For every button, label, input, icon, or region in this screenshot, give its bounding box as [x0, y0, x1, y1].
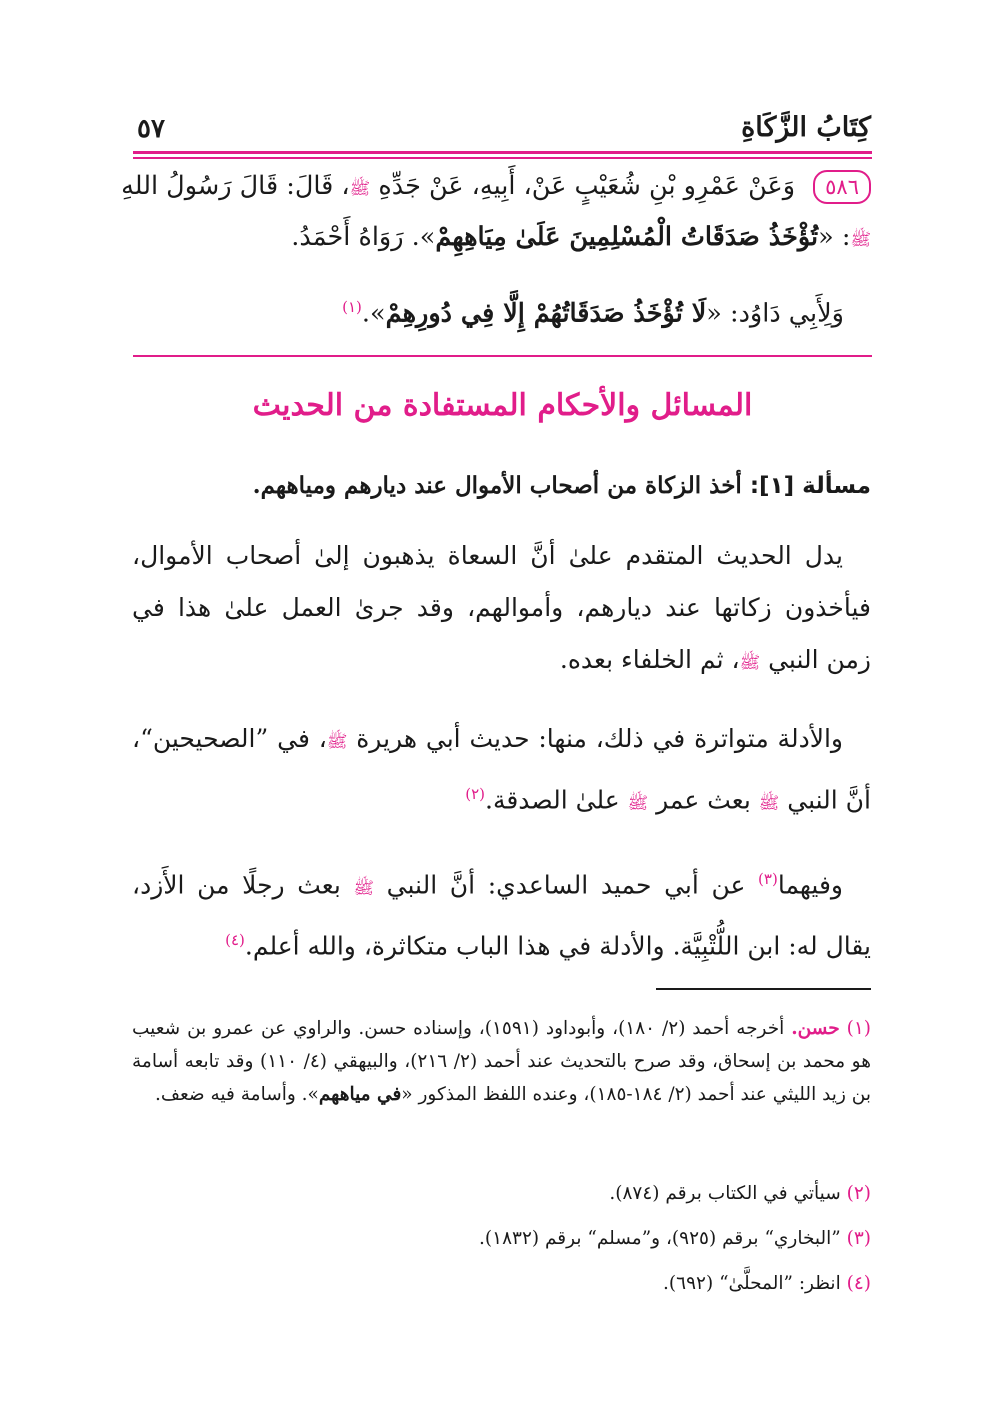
paragraph-text: ، ثم الخلفاء بعده.: [559, 645, 740, 674]
header-rule-top: [133, 151, 872, 154]
paragraph-text: ، في ”الصحيحين“، أنَّ النبي: [132, 724, 871, 815]
footnote-ref: (١): [342, 298, 362, 316]
paragraph-text: وفيهما: [777, 870, 843, 900]
footnote-number: (٢): [846, 1183, 871, 1204]
issue-text: أخذ الزكاة من أصحاب الأموال عند ديارهم ومياههم.: [252, 472, 742, 499]
hadith-line-3: [132, 298, 844, 329]
honorific-icon: ﷺ: [353, 878, 375, 899]
hadith-text: ». رَوَاهُ أَحْمَدُ.: [291, 222, 436, 252]
footnote-text: ”البخاري“ برقم (٩٢٥)، و”مسلم“ برقم (١٨٣٢).: [479, 1228, 841, 1249]
footnote-text: أخرجه أحمد (٢/ ١٨٠)، وأبوداود (١٥٩١)، وإسناده حسن. والراوي عن عمرو بن شعيب هو محمد بن إسحاق، وقد صرح بالتحديث عند أحمد (٢/ ٢١٦)، والبيهقي (٤/ ١١٠) وقد تابعه أسامة بن زيد الليثي عند أحمد (٢/ ١٨٤-١٨٥)، وعنده اللفظ المذكور «: [132, 1018, 871, 1105]
footnote-ref: (٣): [758, 870, 778, 888]
honorific-icon: ﷺ: [326, 732, 348, 752]
footnote-text: في مياههم: [318, 1084, 402, 1105]
page-number: ٥٧: [137, 114, 165, 144]
footnote-text: سيأتي في الكتاب برقم (٨٧٤).: [609, 1183, 841, 1204]
footnote-1: [132, 1012, 871, 1111]
hadith-quote: تُؤْخَذُ صَدَقَاتُ الْمُسْلِمِينَ عَلَىٰ مِيَاهِهِمْ: [435, 222, 819, 252]
running-header-title: كِتَابُ الزَّكَاةِ: [741, 112, 871, 143]
paragraph-1: [132, 530, 871, 689]
hadith-rule: [133, 355, 872, 357]
footnote-ref: (٢): [465, 785, 485, 803]
footnote-2: [132, 1177, 871, 1210]
footnote-4: [132, 1267, 871, 1300]
hadith-number-badge: ٥٨٦: [813, 170, 871, 204]
header-rule-bottom: [133, 157, 872, 159]
paragraph-text: والأدلة متواترة في ذلك، منها: حديث أبي هريرة: [356, 724, 843, 753]
paragraph-2: [132, 713, 871, 829]
hadith-line-2: [132, 222, 871, 254]
footnote-number: (٣): [846, 1228, 871, 1249]
honorific-icon: ﷺ: [349, 179, 371, 199]
paragraph-text: علىٰ الصدقة.: [485, 785, 620, 815]
footnote-number: (١): [846, 1018, 871, 1039]
footnote-3: [132, 1222, 871, 1255]
section-title: المسائل والأحكام المستفادة من الحديث: [252, 388, 753, 423]
paragraph-text: عن أبي حميد الساعدي: أنَّ النبي: [386, 870, 746, 900]
footnote-grade: حسن.: [791, 1018, 840, 1039]
issue-label: مسألة [١]:: [749, 473, 871, 499]
honorific-icon: ﷺ: [627, 793, 649, 814]
footnote-text: ». وأسامة فيه ضعف.: [154, 1084, 319, 1105]
paragraph-3: [132, 853, 871, 973]
hadith-text: ، قَالَ: قَالَ رَسُولُ اللهِ: [121, 171, 350, 201]
paragraph-text: بعث رجلًا من الأَزد، يقال له: ابن اللُّتْبِيَّة. والأدلة في هذا الباب متكاثرة، والله أعلم.: [132, 870, 871, 961]
footnote-separator: [656, 988, 871, 990]
paragraph-text: بعث عمر: [656, 785, 751, 815]
honorific-icon: ﷺ: [850, 230, 871, 250]
paragraph-text: يدل الحديث المتقدم علىٰ أنَّ السعاة يذهبون إلىٰ أصحاب الأموال، فيأخذون زكاتها عند ديارهم، وأموالهم، وقد جرىٰ العمل علىٰ هذا في زمن النبي: [132, 541, 871, 674]
hadith-line-1: [121, 170, 871, 204]
footnote-number: (٤): [846, 1273, 871, 1294]
hadith-quote: لَا تُؤْخَذُ صَدَقَاتُهُمْ إِلَّا فِي دُورِهِمْ: [385, 298, 707, 329]
footnote-text: انظر: ”المحلَّىٰ“ (٦٩٢).: [663, 1273, 841, 1294]
footnote-ref: (٤): [225, 931, 245, 950]
hadith-text: وَعَنْ عَمْرِو بْنِ شُعَيْبٍ عَنْ، أَبِيهِ، عَنْ جَدِّهِ: [378, 171, 796, 201]
issue-heading: [253, 472, 871, 499]
hadith-text: : «: [818, 222, 851, 252]
hadith-text: وَلِأَبِي دَاوُد: «: [706, 298, 844, 329]
honorific-icon: ﷺ: [758, 793, 780, 814]
hadith-text: ».: [361, 298, 386, 329]
honorific-icon: ﷺ: [739, 653, 761, 673]
